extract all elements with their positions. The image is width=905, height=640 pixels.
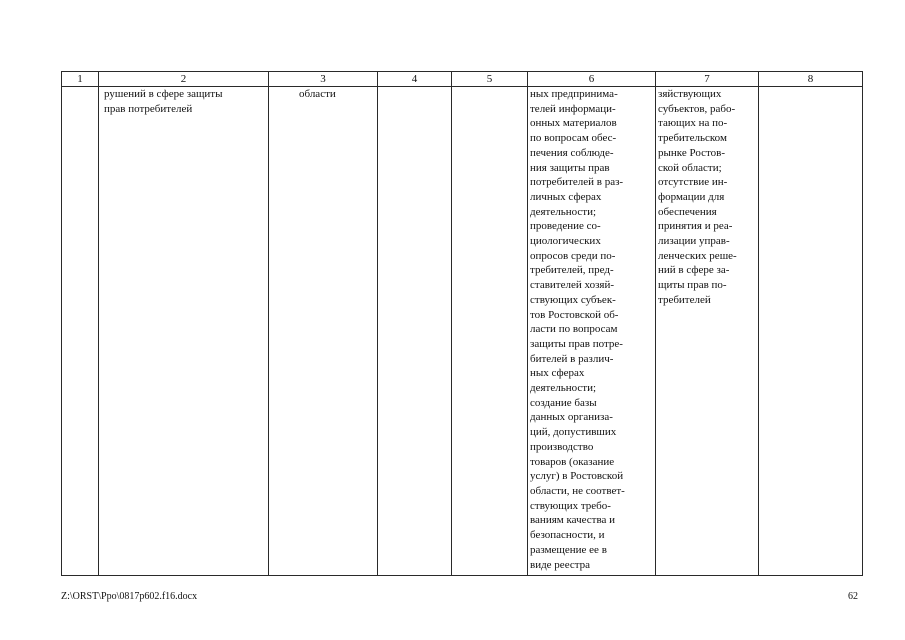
cell-line: области xyxy=(299,88,336,100)
cell-line: требительском xyxy=(658,132,727,145)
cell-line: ний в сфере за- xyxy=(658,264,730,277)
column-header: 5 xyxy=(452,72,528,87)
cell-line: ных предпринима- xyxy=(530,88,618,100)
cell-line: ных сферах xyxy=(530,367,585,380)
cell-col5 xyxy=(452,87,528,576)
cell-line: ствующих требо- xyxy=(530,499,611,512)
cell-line: прав потребителей xyxy=(104,102,193,115)
file-path: Z:\ORST\Ppo\0817p602.f16.docx xyxy=(61,591,198,602)
table-row xyxy=(62,87,863,576)
cell-line: ставителей хозяй- xyxy=(530,279,615,292)
cell-line: ленческих реше- xyxy=(658,249,737,262)
cell-col6 xyxy=(528,87,656,576)
cell-line: безопасности, и xyxy=(530,529,605,542)
cell-line: защиты прав потре- xyxy=(530,337,623,350)
column-header: 3 xyxy=(269,72,378,87)
cell-line: ствующих субъек- xyxy=(530,293,616,306)
cell-line: ций, допустивших xyxy=(530,426,617,439)
cell-line: создание базы xyxy=(530,396,597,409)
cell-line: ваниям качества и xyxy=(530,514,616,527)
cell-line: товаров (оказание xyxy=(530,455,615,468)
page-number: 62 xyxy=(848,591,858,602)
cell-line: тающих на по- xyxy=(658,117,728,130)
cell-line: ской области; xyxy=(658,161,722,174)
cell-line: деятельности; xyxy=(530,205,597,218)
cell-line: щиты прав по- xyxy=(658,279,727,292)
cell-col7 xyxy=(656,87,759,576)
column-header: 8 xyxy=(759,72,863,87)
cell-line: рушений в сфере защиты xyxy=(104,88,223,100)
cell-line: личных сферах xyxy=(530,190,602,203)
cell-line: ласти по вопросам xyxy=(530,323,618,336)
cell-col4 xyxy=(378,87,452,576)
cell-line: производство xyxy=(530,440,594,453)
cell-line: телей информаци- xyxy=(530,102,616,115)
column-header: 4 xyxy=(378,72,452,87)
cell-line: отсутствие ин- xyxy=(658,176,728,189)
cell-line: принятия и реа- xyxy=(658,220,733,233)
column-header: 2 xyxy=(99,72,269,87)
cell-col8 xyxy=(759,87,863,576)
cell-line: требителей xyxy=(658,293,711,306)
cell-line: виде реестра xyxy=(530,558,591,571)
cell-col2 xyxy=(99,87,269,576)
cell-line: печения соблюде- xyxy=(530,146,614,159)
column-header: 7 xyxy=(656,72,759,87)
cell-line: лизации управ- xyxy=(658,235,730,248)
cell-line: тов Ростовской об- xyxy=(530,308,619,321)
cell-line: области, не соответ- xyxy=(530,484,625,497)
cell-line: онных материалов xyxy=(530,117,617,130)
cell-line: обеспечения xyxy=(658,205,717,218)
cell-line: потребителей в раз- xyxy=(530,176,624,189)
cell-line: рынке Ростов- xyxy=(658,146,725,159)
cell-line: по вопросам обес- xyxy=(530,132,617,145)
cell-line: опросов среди по- xyxy=(530,249,616,262)
cell-col1 xyxy=(62,87,99,576)
cell-line: проведение со- xyxy=(530,220,601,233)
cell-line: требителей, пред- xyxy=(530,264,614,277)
cell-line: бителей в различ- xyxy=(530,352,614,365)
column-header: 1 xyxy=(62,72,99,87)
cell-line: деятельности; xyxy=(530,382,597,395)
cell-line: размещение ее в xyxy=(530,543,607,556)
cell-line: субъектов, рабо- xyxy=(658,102,736,115)
header-row xyxy=(62,72,863,87)
cell-line: циологических xyxy=(530,235,601,248)
cell-line: зяйствующих xyxy=(658,88,722,100)
document-table xyxy=(61,71,863,576)
cell-line: услуг) в Ростовской xyxy=(530,470,624,483)
cell-line: ния защиты прав xyxy=(530,161,610,174)
cell-col3 xyxy=(269,87,378,576)
cell-line: данных организа- xyxy=(530,411,613,424)
column-header: 6 xyxy=(528,72,656,87)
cell-line: формации для xyxy=(658,190,725,203)
